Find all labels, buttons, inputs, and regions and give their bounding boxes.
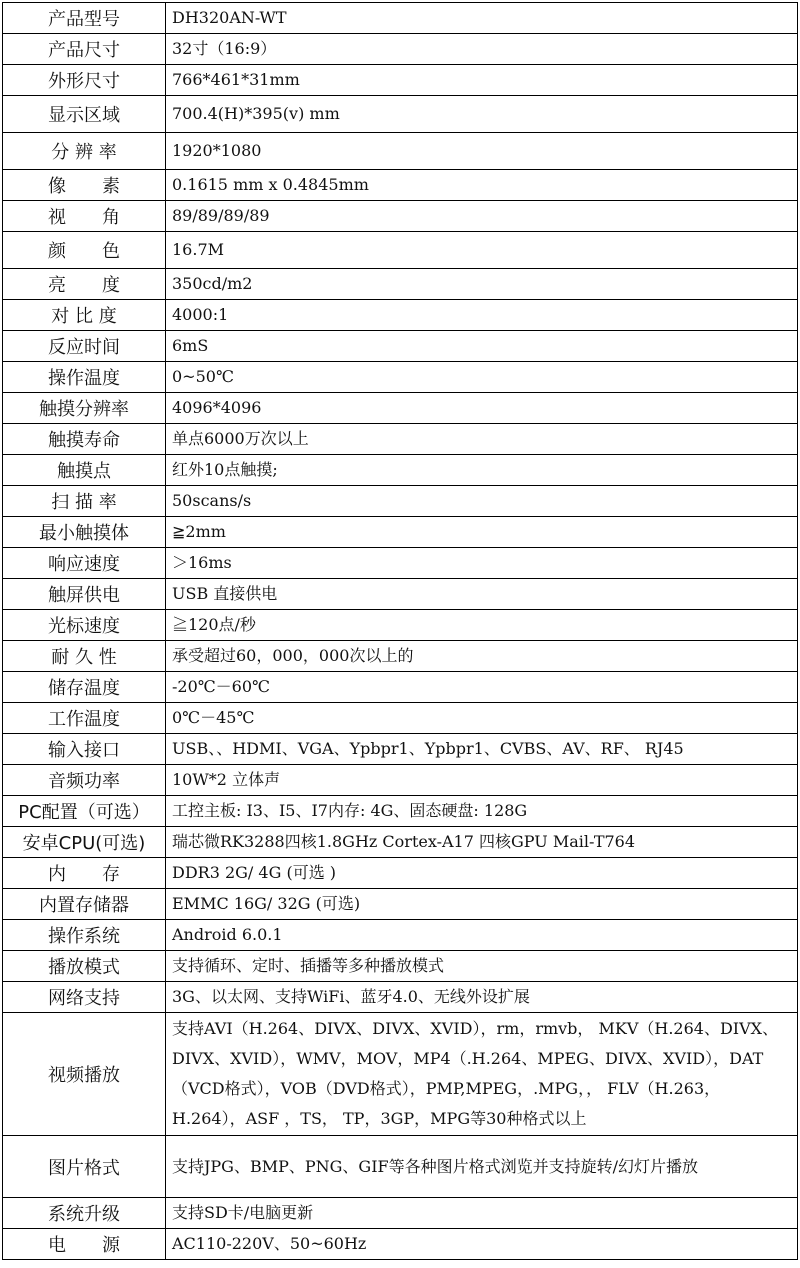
spec-key: 播放模式 [3,951,166,982]
spec-key: 像 素 [3,170,166,201]
spec-key: 最小触摸体 [3,517,166,548]
spec-key: 操作系统 [3,920,166,951]
spec-key: 分 辨 率 [3,133,166,170]
spec-row [3,703,798,734]
spec-row [3,1013,798,1136]
spec-value: ＞16ms [166,548,798,579]
spec-row [3,133,798,170]
spec-key: 亮 度 [3,269,166,300]
spec-key: 系统升级 [3,1198,166,1229]
spec-row [3,96,798,133]
spec-value: 工控主板: I3、I5、I7内存: 4G、固态硬盘: 128G [166,796,798,827]
spec-key: 工作温度 [3,703,166,734]
spec-row [3,455,798,486]
spec-row [3,269,798,300]
spec-value: DDR3 2G/ 4G (可选 ) [166,858,798,889]
spec-value: 1920*1080 [166,133,798,170]
spec-value: 6mS [166,331,798,362]
spec-value: AC110-220V、50~60Hz [166,1229,798,1260]
spec-value: Android 6.0.1 [166,920,798,951]
spec-key: 储存温度 [3,672,166,703]
spec-row [3,300,798,331]
spec-key: 颜 色 [3,232,166,269]
spec-value: 红外10点触摸; [166,455,798,486]
spec-row [3,951,798,982]
spec-row [3,734,798,765]
spec-row [3,34,798,65]
spec-key: 视频播放 [3,1013,166,1136]
spec-key: 音频功率 [3,765,166,796]
spec-value: 32寸（16:9） [166,34,798,65]
spec-key: 耐 久 性 [3,641,166,672]
spec-key: 安卓CPU(可选) [3,827,166,858]
spec-value: USB 直接供电 [166,579,798,610]
spec-key: 图片格式 [3,1136,166,1198]
spec-row [3,827,798,858]
spec-row [3,517,798,548]
spec-table-body [3,3,798,1260]
spec-row [3,765,798,796]
spec-row [3,641,798,672]
spec-key: 外形尺寸 [3,65,166,96]
spec-key: PC配置（可选） [3,796,166,827]
spec-row [3,548,798,579]
spec-key: 电 源 [3,1229,166,1260]
spec-row [3,393,798,424]
spec-value: -20℃－60℃ [166,672,798,703]
spec-row [3,858,798,889]
spec-value: 瑞芯微RK3288四核1.8GHz Cortex-A17 四核GPU Mail-T764 [166,827,798,858]
spec-row [3,796,798,827]
spec-value: 16.7M [166,232,798,269]
spec-key: 触摸分辨率 [3,393,166,424]
spec-key: 输入接口 [3,734,166,765]
spec-key: 反应时间 [3,331,166,362]
spec-row [3,201,798,232]
spec-key: 对 比 度 [3,300,166,331]
spec-key: 扫 描 率 [3,486,166,517]
spec-value: 支持AVI（H.264、DIVX、DIVX、XVID），rm，rmvb， MKV（H.264、DIVX、DIVX、XVID），WMV，MOV，MP4（.H.264、MPEG、DIVX、XVID），DAT（VCD格式），VOB（DVD格式），PMP,MPEG，.MPG，， FLV（H.263，H.264），ASF ，TS， TP，3GP，MPG等30种格式以上 [166,1013,798,1136]
spec-row [3,889,798,920]
spec-value: ≧120点/秒 [166,610,798,641]
spec-key: 内置存储器 [3,889,166,920]
spec-row [3,1229,798,1260]
spec-value: 3G、以太网、支持WiFi、蓝牙4.0、无线外设扩展 [166,982,798,1013]
spec-row [3,331,798,362]
spec-row [3,362,798,393]
spec-value: USB、、HDMI、VGA、Ypbpr1、Ypbpr1、CVBS、AV、RF、 RJ45 [166,734,798,765]
spec-key: 网络支持 [3,982,166,1013]
spec-row [3,672,798,703]
spec-key: 产品型号 [3,3,166,34]
spec-value: 0~50℃ [166,362,798,393]
spec-value: 支持循环、定时、插播等多种播放模式 [166,951,798,982]
spec-key: 响应速度 [3,548,166,579]
spec-key: 触摸寿命 [3,424,166,455]
spec-key: 内 存 [3,858,166,889]
spec-row [3,1198,798,1229]
spec-value: 89/89/89/89 [166,201,798,232]
spec-row [3,982,798,1013]
spec-table [2,2,798,1260]
spec-row [3,3,798,34]
spec-key: 触摸点 [3,455,166,486]
spec-value: 承受超过60，000，000次以上的 [166,641,798,672]
spec-row [3,424,798,455]
spec-value: 766*461*31mm [166,65,798,96]
spec-value: 支持SD卡/电脑更新 [166,1198,798,1229]
spec-value: 0.1615 mm x 0.4845mm [166,170,798,201]
spec-key: 产品尺寸 [3,34,166,65]
spec-key: 显示区域 [3,96,166,133]
spec-row [3,65,798,96]
spec-row [3,579,798,610]
spec-key: 操作温度 [3,362,166,393]
spec-value: 单点6000万次以上 [166,424,798,455]
spec-row [3,920,798,951]
spec-value: 10W*2 立体声 [166,765,798,796]
spec-value: 50scans/s [166,486,798,517]
spec-key: 触屏供电 [3,579,166,610]
spec-value: 4000:1 [166,300,798,331]
spec-value: 4096*4096 [166,393,798,424]
spec-value: ≧2mm [166,517,798,548]
spec-value: 350cd/m2 [166,269,798,300]
spec-row [3,1136,798,1198]
spec-value: 0℃－45℃ [166,703,798,734]
spec-value: EMMC 16G/ 32G (可选) [166,889,798,920]
spec-row [3,610,798,641]
spec-row [3,232,798,269]
spec-key: 光标速度 [3,610,166,641]
spec-key: 视 角 [3,201,166,232]
spec-value: 支持JPG、BMP、PNG、GIF等各种图片格式浏览并支持旋转/幻灯片播放 [166,1136,798,1198]
spec-row [3,486,798,517]
spec-value: 700.4(H)*395(v) mm [166,96,798,133]
spec-row [3,170,798,201]
spec-value: DH320AN-WT [166,3,798,34]
